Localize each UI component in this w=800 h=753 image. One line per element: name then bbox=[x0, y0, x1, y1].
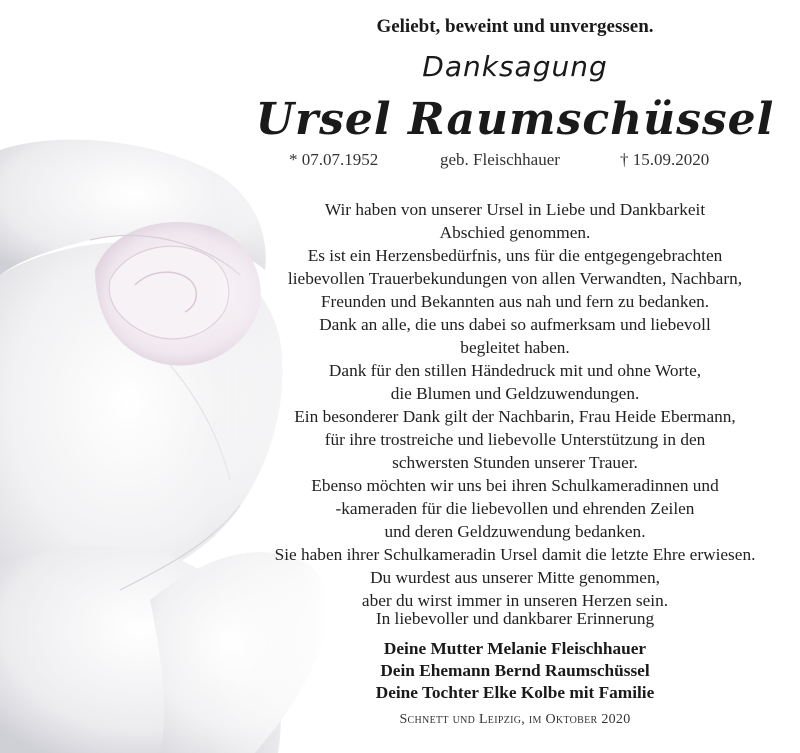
signer: Deine Mutter Melanie Fleischhauer bbox=[383, 639, 647, 658]
acknowledgement-text bbox=[230, 198, 800, 612]
death-date: † 15.09.2020 bbox=[620, 150, 710, 169]
text-line: die Blumen und Geldzuwendungen. bbox=[390, 384, 640, 403]
text-line: liebevollen Trauerbekundungen von allen Verwandten, Nachbarn, bbox=[287, 269, 743, 288]
text-line: Freunden und Bekannten aus nah und fern zu bedanken. bbox=[320, 292, 710, 311]
motto: Geliebt, beweint und unvergessen. bbox=[376, 16, 654, 37]
signer: Dein Ehemann Bernd Raumschüssel bbox=[380, 661, 650, 680]
birth-date: * 07.07.1952 bbox=[289, 150, 379, 169]
deceased-name: Ursel Raumschüssel bbox=[255, 94, 775, 145]
text-line: und deren Geldzuwendung bedanken. bbox=[384, 522, 646, 541]
signers bbox=[230, 638, 800, 704]
text-line: Wir haben von unserer Ursel in Liebe und Dankbarkeit bbox=[324, 200, 706, 219]
text-line: Dank an alle, die uns dabei so aufmerksam und liebevoll bbox=[319, 315, 711, 334]
text-line: schwersten Stunden unserer Trauer. bbox=[392, 453, 638, 472]
text-line: begleitet haben. bbox=[460, 338, 570, 357]
place-and-date: Schnett und Leipzig, im Oktober 2020 bbox=[399, 712, 631, 727]
text-line: Sie haben ihrer Schulkameradin Ursel damit die letzte Ehre erwiesen. bbox=[274, 545, 756, 564]
text-line: Dank für den stillen Händedruck mit und ohne Worte, bbox=[328, 361, 702, 380]
text-line: Du wurdest aus unserer Mitte genommen, bbox=[370, 568, 660, 587]
signer: Deine Tochter Elke Kolbe mit Familie bbox=[375, 683, 655, 702]
text-line: Es ist ein Herzensbedürfnis, uns für die entgegengebrachten bbox=[307, 246, 723, 265]
text-line: aber du wirst immer in unseren Herzen sein. bbox=[361, 591, 669, 610]
heading: Danksagung bbox=[422, 50, 608, 83]
closing-phrase: In liebevoller und dankbarer Erinnerung bbox=[375, 609, 655, 628]
text-line: Ebenso möchten wir uns bei ihren Schulkameradinnen und bbox=[311, 476, 719, 495]
text-line: Ein besonderer Dank gilt der Nachbarin, Frau Heide Ebermann, bbox=[294, 407, 736, 426]
text-line: -kameraden für die liebevollen und ehrenden Zeilen bbox=[335, 499, 695, 518]
text-line: für ihre trostreiche und liebevolle Unterstützung in den bbox=[324, 430, 706, 449]
text-line: Abschied genommen. bbox=[439, 223, 591, 242]
maiden-name: geb. Fleischhauer bbox=[440, 150, 560, 169]
